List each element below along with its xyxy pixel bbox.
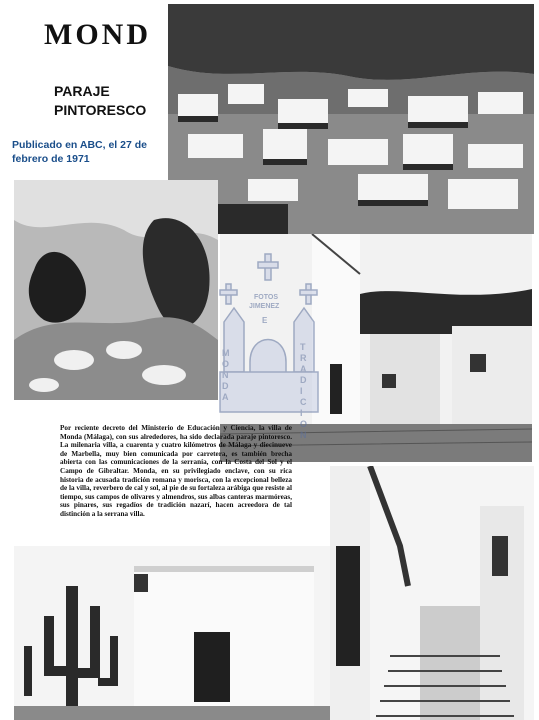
watermark-left-letter: O — [222, 359, 230, 369]
watermark-center-letter: E — [262, 316, 268, 325]
watermark-right-letter: C — [300, 397, 307, 407]
watermark-left-letter: A — [222, 392, 229, 402]
watermark-right-letters — [300, 342, 310, 441]
watermark-fotos-jimenez — [216, 252, 332, 452]
watermark-right-letter: R — [300, 353, 307, 363]
watermark-line1: FOTOS — [254, 294, 278, 301]
watermark-left-letters — [222, 348, 232, 403]
watermark-right-letter: N — [300, 430, 307, 440]
church-bell-tower-watermark — [216, 252, 332, 452]
watermark-right-letter: D — [300, 375, 307, 385]
watermark-left-letter: D — [222, 381, 229, 391]
watermark-right-letter: I — [300, 408, 303, 418]
publication-note: Publicado en ABC, el 27 de febrero de 1971 — [12, 139, 147, 165]
watermark-right-letter: T — [300, 342, 306, 352]
article-body: Por reciente decreto del Ministerio de Educación y Ciencia, la villa de Monda (Málaga), con sus alrededores, ha sido declarada paraje pintoresco. La milenaria villa, a cuarenta y cuatro kilómetros de Málaga y diecinueve de Marbella, muy bien comunicada por carretera, es también brecha abierta con las comunicaciones de la serranía, con la Costa del Sol y el Campo de Gibraltar. Monda, en su privilegiado enclave, con su rica historia de acusada tradición romana y morisca, con la excepcional belleza de la villa, reverbero de cal y sol, al pie de su fortaleza arábiga que resiste al tiempo, sus campos de olivares y almendros, sus albas canteras marmóreas, sus pinares, sus regadíos de tradición nazarí, hacen acreedora de tal distinción a la serrana villa. — [60, 424, 292, 518]
photo-stairs-alley — [330, 466, 534, 720]
watermark-right-letter: O — [300, 419, 308, 429]
watermark-left-letter: N — [222, 370, 229, 380]
watermark-right-letter: A — [300, 364, 307, 374]
photo-town-panorama — [168, 4, 534, 234]
watermark-line2: JIMENEZ — [249, 303, 280, 310]
watermark-left-letter: M — [222, 348, 230, 358]
watermark-right-letter: I — [300, 386, 303, 396]
page-title: MOND — [44, 18, 151, 51]
photo-cactus-house — [14, 546, 332, 720]
page-subtitle: PARAJE PINTORESCO — [54, 83, 147, 118]
photo-rocks-and-tree — [14, 180, 218, 400]
